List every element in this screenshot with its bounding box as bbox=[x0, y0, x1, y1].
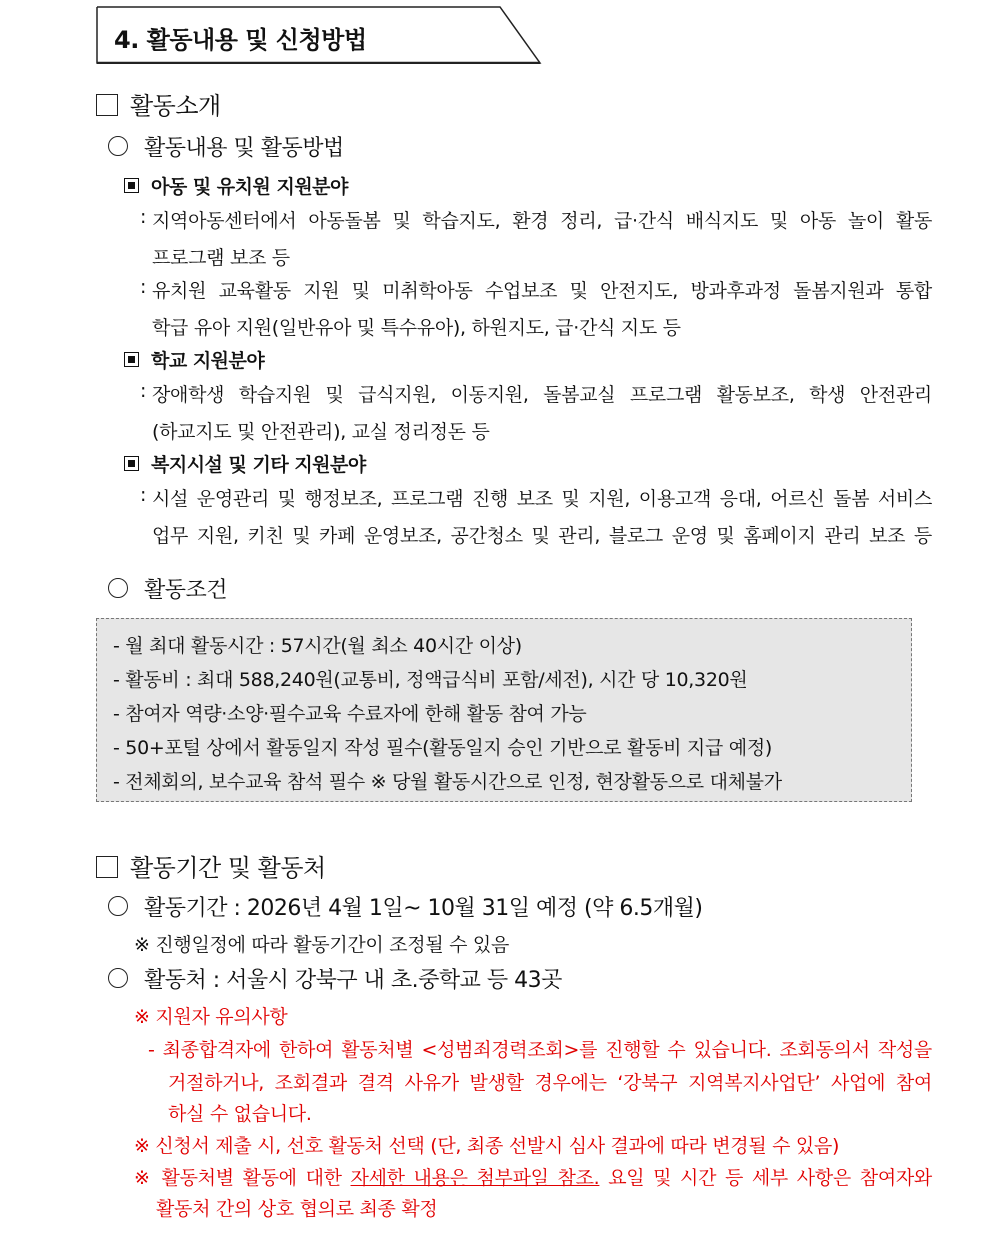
place-line bbox=[108, 963, 562, 994]
item-line: 업무 지원, 키친 및 카페 운영보조, 공간청소 및 관리, 블로그 운영 및 홈페이지 관리 보조 등 bbox=[152, 525, 932, 547]
condition-line: - 월 최대 활동시간 : 57시간(월 최소 40시간 이상) bbox=[113, 635, 522, 657]
note-attachment bbox=[134, 1163, 932, 1190]
notice-line: 거절하거나, 조회결과 결격 사유가 발생할 경우에는 ‘강북구 지역복지사업단’ 사업에 참여 bbox=[168, 1072, 932, 1094]
attachment-reference-link: 자세한 내용은 첨부파일 참조. bbox=[350, 1167, 600, 1189]
checkbox-icon bbox=[96, 856, 118, 878]
filled-square-icon bbox=[124, 352, 139, 367]
category-title: 아동 및 유치원 지원분야 bbox=[151, 176, 348, 198]
condition-line: - 활동비 : 최대 588,240원(교통비, 정액급식비 포함/세전), 시간 당 10,320원 bbox=[113, 669, 748, 691]
item-line: 유치원 교육활동 지원 및 미취학아동 수업보조 및 안전지도, 방과후과정 돌봄지원과 통합 bbox=[152, 280, 932, 302]
notice-title: ※ 지원자 유의사항 bbox=[134, 1006, 288, 1028]
filled-square-icon bbox=[124, 456, 139, 471]
circle-icon bbox=[108, 578, 128, 598]
condition-line: - 전체회의, 보수교육 참석 필수 ※ 당월 활동시간으로 인정, 현장활동으로 대체불가 bbox=[113, 771, 782, 793]
category-heading bbox=[124, 172, 348, 199]
category-title: 복지시설 및 기타 지원분야 bbox=[151, 454, 366, 476]
list-item: : 장애학생 학습지원 및 급식지원, 이동지원, 돌봄교실 프로그램 활동보조, 학생 안전관리 (하교지도 및 안전관리), 교실 정리정돈 등 bbox=[140, 380, 932, 443]
section-header-tab bbox=[96, 6, 542, 64]
sub1-heading bbox=[108, 131, 344, 162]
period-line bbox=[108, 891, 702, 922]
notice-body bbox=[168, 1068, 932, 1095]
period-note: ※ 진행일정에 따라 활동기간이 조정될 수 있음 bbox=[134, 934, 510, 956]
item-line: 학급 유아 지원(일반유아 및 특수유아), 하원지도, 급·간식 지도 등 bbox=[152, 317, 681, 339]
item-line: (하교지도 및 안전관리), 교실 정리정돈 등 bbox=[152, 421, 490, 443]
item-line: 시설 운영관리 및 행정보조, 프로그램 진행 보조 및 지원, 이용고객 응대, 어르신 돌봄 서비스 bbox=[152, 488, 932, 510]
item-line: 지역아동센터에서 아동돌봄 및 학습지도, 환경 정리, 급·간식 배식지도 및 아동 놀이 활동 bbox=[152, 210, 932, 232]
section1-title: 활동소개 bbox=[130, 92, 221, 120]
note-text: 활동처 간의 상호 협의로 최종 확정 bbox=[156, 1198, 438, 1220]
notice-line: 하실 수 없습니다. bbox=[168, 1103, 312, 1125]
checkbox-icon bbox=[96, 94, 118, 116]
section2-heading bbox=[96, 848, 326, 883]
category-heading bbox=[124, 450, 366, 477]
list-item: : 유치원 교육활동 지원 및 미취학아동 수업보조 및 안전지도, 방과후과정 돌봄지원과 통합 학급 유아 지원(일반유아 및 특수유아), 하원지도, 급·간식 지도 등 bbox=[140, 276, 932, 339]
conditions-box bbox=[96, 618, 912, 802]
circle-icon bbox=[108, 136, 128, 156]
place-text: 활동처 : 서울시 강북구 내 초.중학교 등 43곳 bbox=[144, 968, 562, 993]
list-item: : 시설 운영관리 및 행정보조, 프로그램 진행 보조 및 지원, 이용고객 응대, 어르신 돌봄 서비스 업무 지원, 키친 및 카페 운영보조, 공간청소 및 관리, 블로그 운영 및 홈페이지 관리 보조 등 bbox=[140, 484, 932, 547]
note-text: ※ 활동처별 활동에 대한 bbox=[134, 1167, 351, 1189]
note-preference: ※ 신청서 제출 시, 선호 활동처 선택 (단, 최종 선발시 심사 결과에 따라 변경될 수 있음) bbox=[134, 1135, 840, 1157]
category-heading bbox=[124, 346, 264, 373]
circle-icon bbox=[108, 896, 128, 916]
condition-line: - 50+포털 상에서 활동일지 작성 필수(활동일지 승인 기반으로 활동비 지급 예정) bbox=[113, 737, 772, 759]
notice-line: - 최종합격자에 한하여 활동처별 <성범죄경력조회>를 진행할 수 있습니다. 조회동의서 작성을 bbox=[148, 1039, 932, 1061]
section2-title: 활동기간 및 활동처 bbox=[130, 854, 326, 882]
circle-icon bbox=[108, 968, 128, 988]
filled-square-icon bbox=[124, 178, 139, 193]
sub2-heading bbox=[108, 573, 227, 604]
section1-heading bbox=[96, 86, 221, 121]
section-title: 4. 활동내용 및 신청방법 bbox=[114, 26, 367, 54]
category-title: 학교 지원분야 bbox=[151, 350, 265, 372]
note-text: 요일 및 시간 등 세부 사항은 참여자와 bbox=[599, 1167, 932, 1189]
sub2-title: 활동조건 bbox=[144, 578, 228, 603]
item-line: 프로그램 보조 등 bbox=[152, 247, 290, 269]
sub1-title: 활동내용 및 활동방법 bbox=[144, 136, 344, 161]
list-item: : 지역아동센터에서 아동돌봄 및 학습지도, 환경 정리, 급·간식 배식지도 및 아동 놀이 활동 프로그램 보조 등 bbox=[140, 206, 932, 269]
notice-body bbox=[148, 1035, 932, 1062]
condition-line: - 참여자 역량·소양·필수교육 수료자에 한해 활동 참여 가능 bbox=[113, 703, 587, 725]
period-text: 활동기간 : 2026년 4월 1일~ 10월 31일 예정 (약 6.5개월) bbox=[144, 896, 703, 921]
item-line: 장애학생 학습지원 및 급식지원, 이동지원, 돌봄교실 프로그램 활동보조, 학생 안전관리 bbox=[152, 384, 932, 406]
